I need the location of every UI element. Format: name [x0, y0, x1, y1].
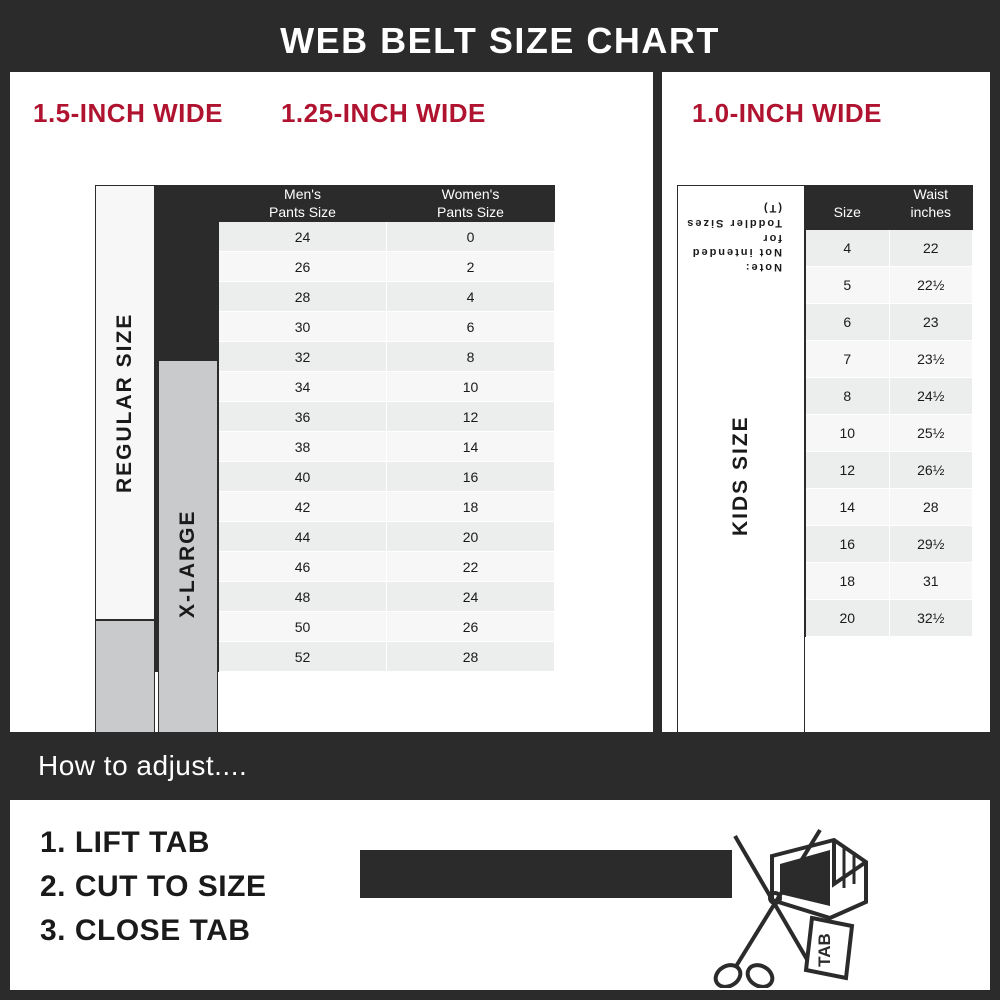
heading-1-25-inch: 1.25-INCH WIDE [280, 98, 486, 128]
how-to-adjust-bar [10, 732, 990, 800]
adult-size-cell: 8 [387, 342, 555, 372]
adult-size-cell: 52 [219, 642, 387, 672]
adult-size-cell: 40 [219, 462, 387, 492]
table-row [96, 282, 555, 312]
tab-flag-icon [806, 918, 852, 978]
kids-size-cell: 32½ [889, 600, 973, 637]
adult-size-cell: 6 [387, 312, 555, 342]
kids-size-cell: 24½ [889, 378, 973, 415]
page-title: WEB BELT SIZE CHART [280, 20, 720, 61]
adult-size-cell: 46 [219, 552, 387, 582]
chart-panels [10, 72, 990, 732]
adult-size-cell: 24 [219, 222, 387, 252]
adult-size-cell: 44 [219, 522, 387, 552]
adult-size-cell: 36 [219, 402, 387, 432]
kids-size-cell: 5 [806, 267, 890, 304]
kids-size-cell: 29½ [889, 526, 973, 563]
adult-size-cell: 22 [387, 552, 555, 582]
adult-size-cell: 24 [387, 582, 555, 612]
kids-size-note: Note: Not intended for Toddler Sizes (T) [685, 201, 782, 274]
group-label-kids-size [677, 185, 805, 767]
kids-size-cell: 22 [889, 230, 973, 267]
adult-size-cell: 0 [387, 222, 555, 252]
kids-size-cell: 26½ [889, 452, 973, 489]
adult-headings [10, 72, 653, 129]
heading-1-5-inch: 1.5-INCH WIDE [33, 98, 223, 128]
adult-size-cell: 28 [387, 642, 555, 672]
table-row [96, 222, 555, 252]
how-to-adjust-step: 3. CLOSE TAB [40, 914, 251, 947]
adult-size-cell: 34 [219, 372, 387, 402]
kids-size-cell: 23½ [889, 341, 973, 378]
adult-size-cell: 12 [387, 402, 555, 432]
kids-panel [662, 72, 990, 732]
heading-1-0-inch: 1.0-INCH WIDE [692, 98, 882, 128]
kids-size-cell: 12 [806, 452, 890, 489]
group-label-regular-size [95, 185, 155, 620]
kids-size-cell: 16 [806, 526, 890, 563]
kids-size-cell: 7 [806, 341, 890, 378]
kids-size-cell: 4 [806, 230, 890, 267]
adult-size-cell: 18 [387, 492, 555, 522]
adult-size-cell: 50 [219, 612, 387, 642]
how-to-adjust-heading: How to adjust.... [38, 750, 248, 781]
how-to-adjust-step: 2. CUT TO SIZE [40, 870, 267, 903]
adult-size-cell: 28 [219, 282, 387, 312]
adult-column-header: Women's Pants Size [387, 186, 555, 222]
adult-column-header: Men's Pants Size [219, 186, 387, 222]
adult-size-cell: 2 [387, 252, 555, 282]
adult-size-cell: 48 [219, 582, 387, 612]
adult-size-cell: 38 [219, 432, 387, 462]
adult-size-cell: 42 [219, 492, 387, 522]
kids-column-header: Size [806, 186, 890, 230]
adult-size-cell: 20 [387, 522, 555, 552]
adult-size-cell: 26 [387, 612, 555, 642]
adult-size-cell: 10 [387, 372, 555, 402]
kids-size-cell: 18 [806, 563, 890, 600]
adult-panel [10, 72, 662, 732]
adult-size-cell: 32 [219, 342, 387, 372]
group-label-kids-size-text: KIDS SIZE [729, 415, 752, 537]
how-to-adjust-steps [40, 826, 266, 948]
tab-flag-label: TAB [815, 933, 834, 967]
group-label-x-large [158, 360, 218, 767]
kids-size-cell: 8 [806, 378, 890, 415]
kids-size-cell: 10 [806, 415, 890, 452]
table-row [96, 252, 555, 282]
kids-size-cell: 20 [806, 600, 890, 637]
belt-strap-icon [360, 850, 732, 898]
kids-size-cell: 28 [889, 489, 973, 526]
adult-size-cell: 4 [387, 282, 555, 312]
kids-size-cell: 23 [889, 304, 973, 341]
kids-column-header: Waist inches [889, 186, 973, 230]
kids-size-cell: 6 [806, 304, 890, 341]
adult-size-cell: 30 [219, 312, 387, 342]
table-row [96, 312, 555, 342]
belt-illustration [360, 828, 960, 988]
adult-size-cell: 16 [387, 462, 555, 492]
adult-size-cell: 26 [219, 252, 387, 282]
kids-headings [662, 72, 990, 129]
kids-size-cell: 31 [889, 563, 973, 600]
kids-size-cell: 22½ [889, 267, 973, 304]
adult-size-cell: 14 [387, 432, 555, 462]
group-label-regular-size-text: REGULAR SIZE [113, 312, 136, 493]
how-to-adjust-body [10, 800, 990, 990]
belt-buckle-icon [772, 840, 866, 918]
group-label-x-large-text: X-LARGE [176, 509, 199, 618]
page-title-bar [10, 10, 990, 72]
kids-size-cell: 25½ [889, 415, 973, 452]
adult-table-header-row [96, 186, 555, 222]
how-to-adjust-step: 1. LIFT TAB [40, 826, 210, 859]
kids-size-cell: 14 [806, 489, 890, 526]
